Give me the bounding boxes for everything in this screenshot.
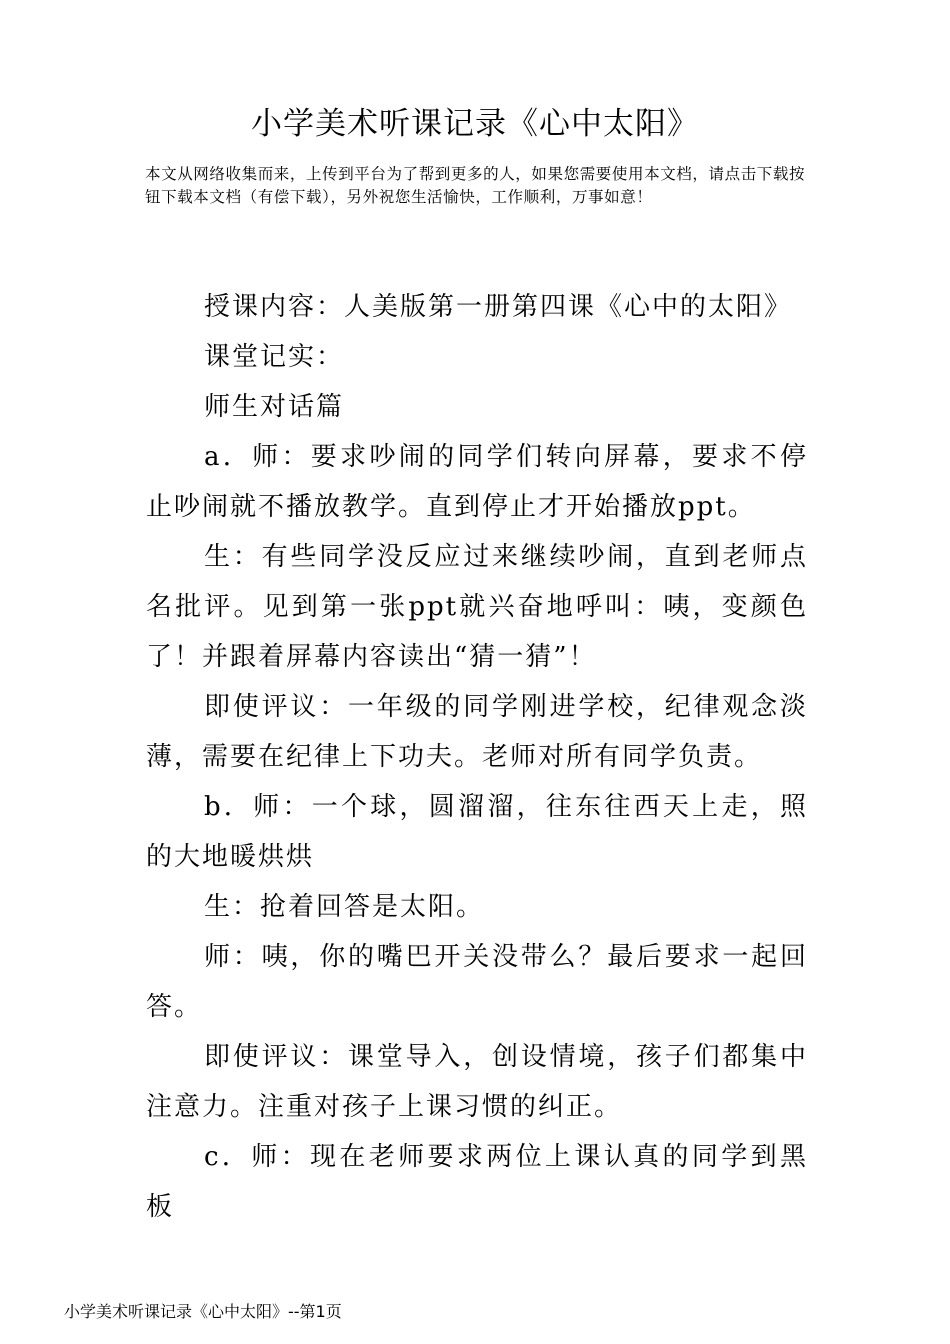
paragraph-b-teacher-followup: 师：咦，你的嘴巴开关没带么？最后要求一起回答。 xyxy=(146,942,808,1022)
paragraph-a-student: 生：有些同学没反应过来继续吵闹，直到老师点名批评。见到第一张ppt就兴奋地呼叫：咦，变颜色了！并跟着屏幕内容读出“猜一猜”！ xyxy=(146,542,808,672)
paragraph-c-teacher: c．师：现在老师要求两位上课认真的同学到黑板 xyxy=(146,1142,808,1222)
paragraph-class-record: 课堂记实： xyxy=(204,342,345,372)
paragraph-b-comment: 即使评议：课堂导入，创设情境，孩子们都集中注意力。注重对孩子上课习惯的纠正。 xyxy=(146,1042,808,1122)
page-footer: 小学美术听课记录《心中太阳》--第1页 xyxy=(64,1302,342,1321)
paragraph-course-content: 授课内容：人美版第一册第四课《心中的太阳》 xyxy=(204,292,793,322)
paragraph-b-teacher: b．师：一个球，圆溜溜，往东往西天上走，照的大地暖烘烘 xyxy=(146,792,808,872)
paragraph-a-comment: 即使评议：一年级的同学刚进学校，纪律观念淡薄，需要在纪律上下功夫。老师对所有同学负责。 xyxy=(146,692,808,772)
paragraph-a-teacher: a．师：要求吵闹的同学们转向屏幕，要求不停止吵闹就不播放教学。直到停止才开始播放ppt。 xyxy=(146,442,808,522)
paragraph-dialogue-heading: 师生对话篇 xyxy=(204,392,345,422)
document-title: 小学美术听课记录《心中太阳》 xyxy=(251,106,699,142)
paragraph-b-student: 生：抢着回答是太阳。 xyxy=(204,892,485,922)
download-notice: 本文从网络收集而来，上传到平台为了帮到更多的人，如果您需要使用本文档，请点击下载按钮下载本文档（有偿下载），另外祝您生活愉快，工作顺利，万事如意！ xyxy=(145,165,806,206)
document-body xyxy=(146,282,808,1232)
